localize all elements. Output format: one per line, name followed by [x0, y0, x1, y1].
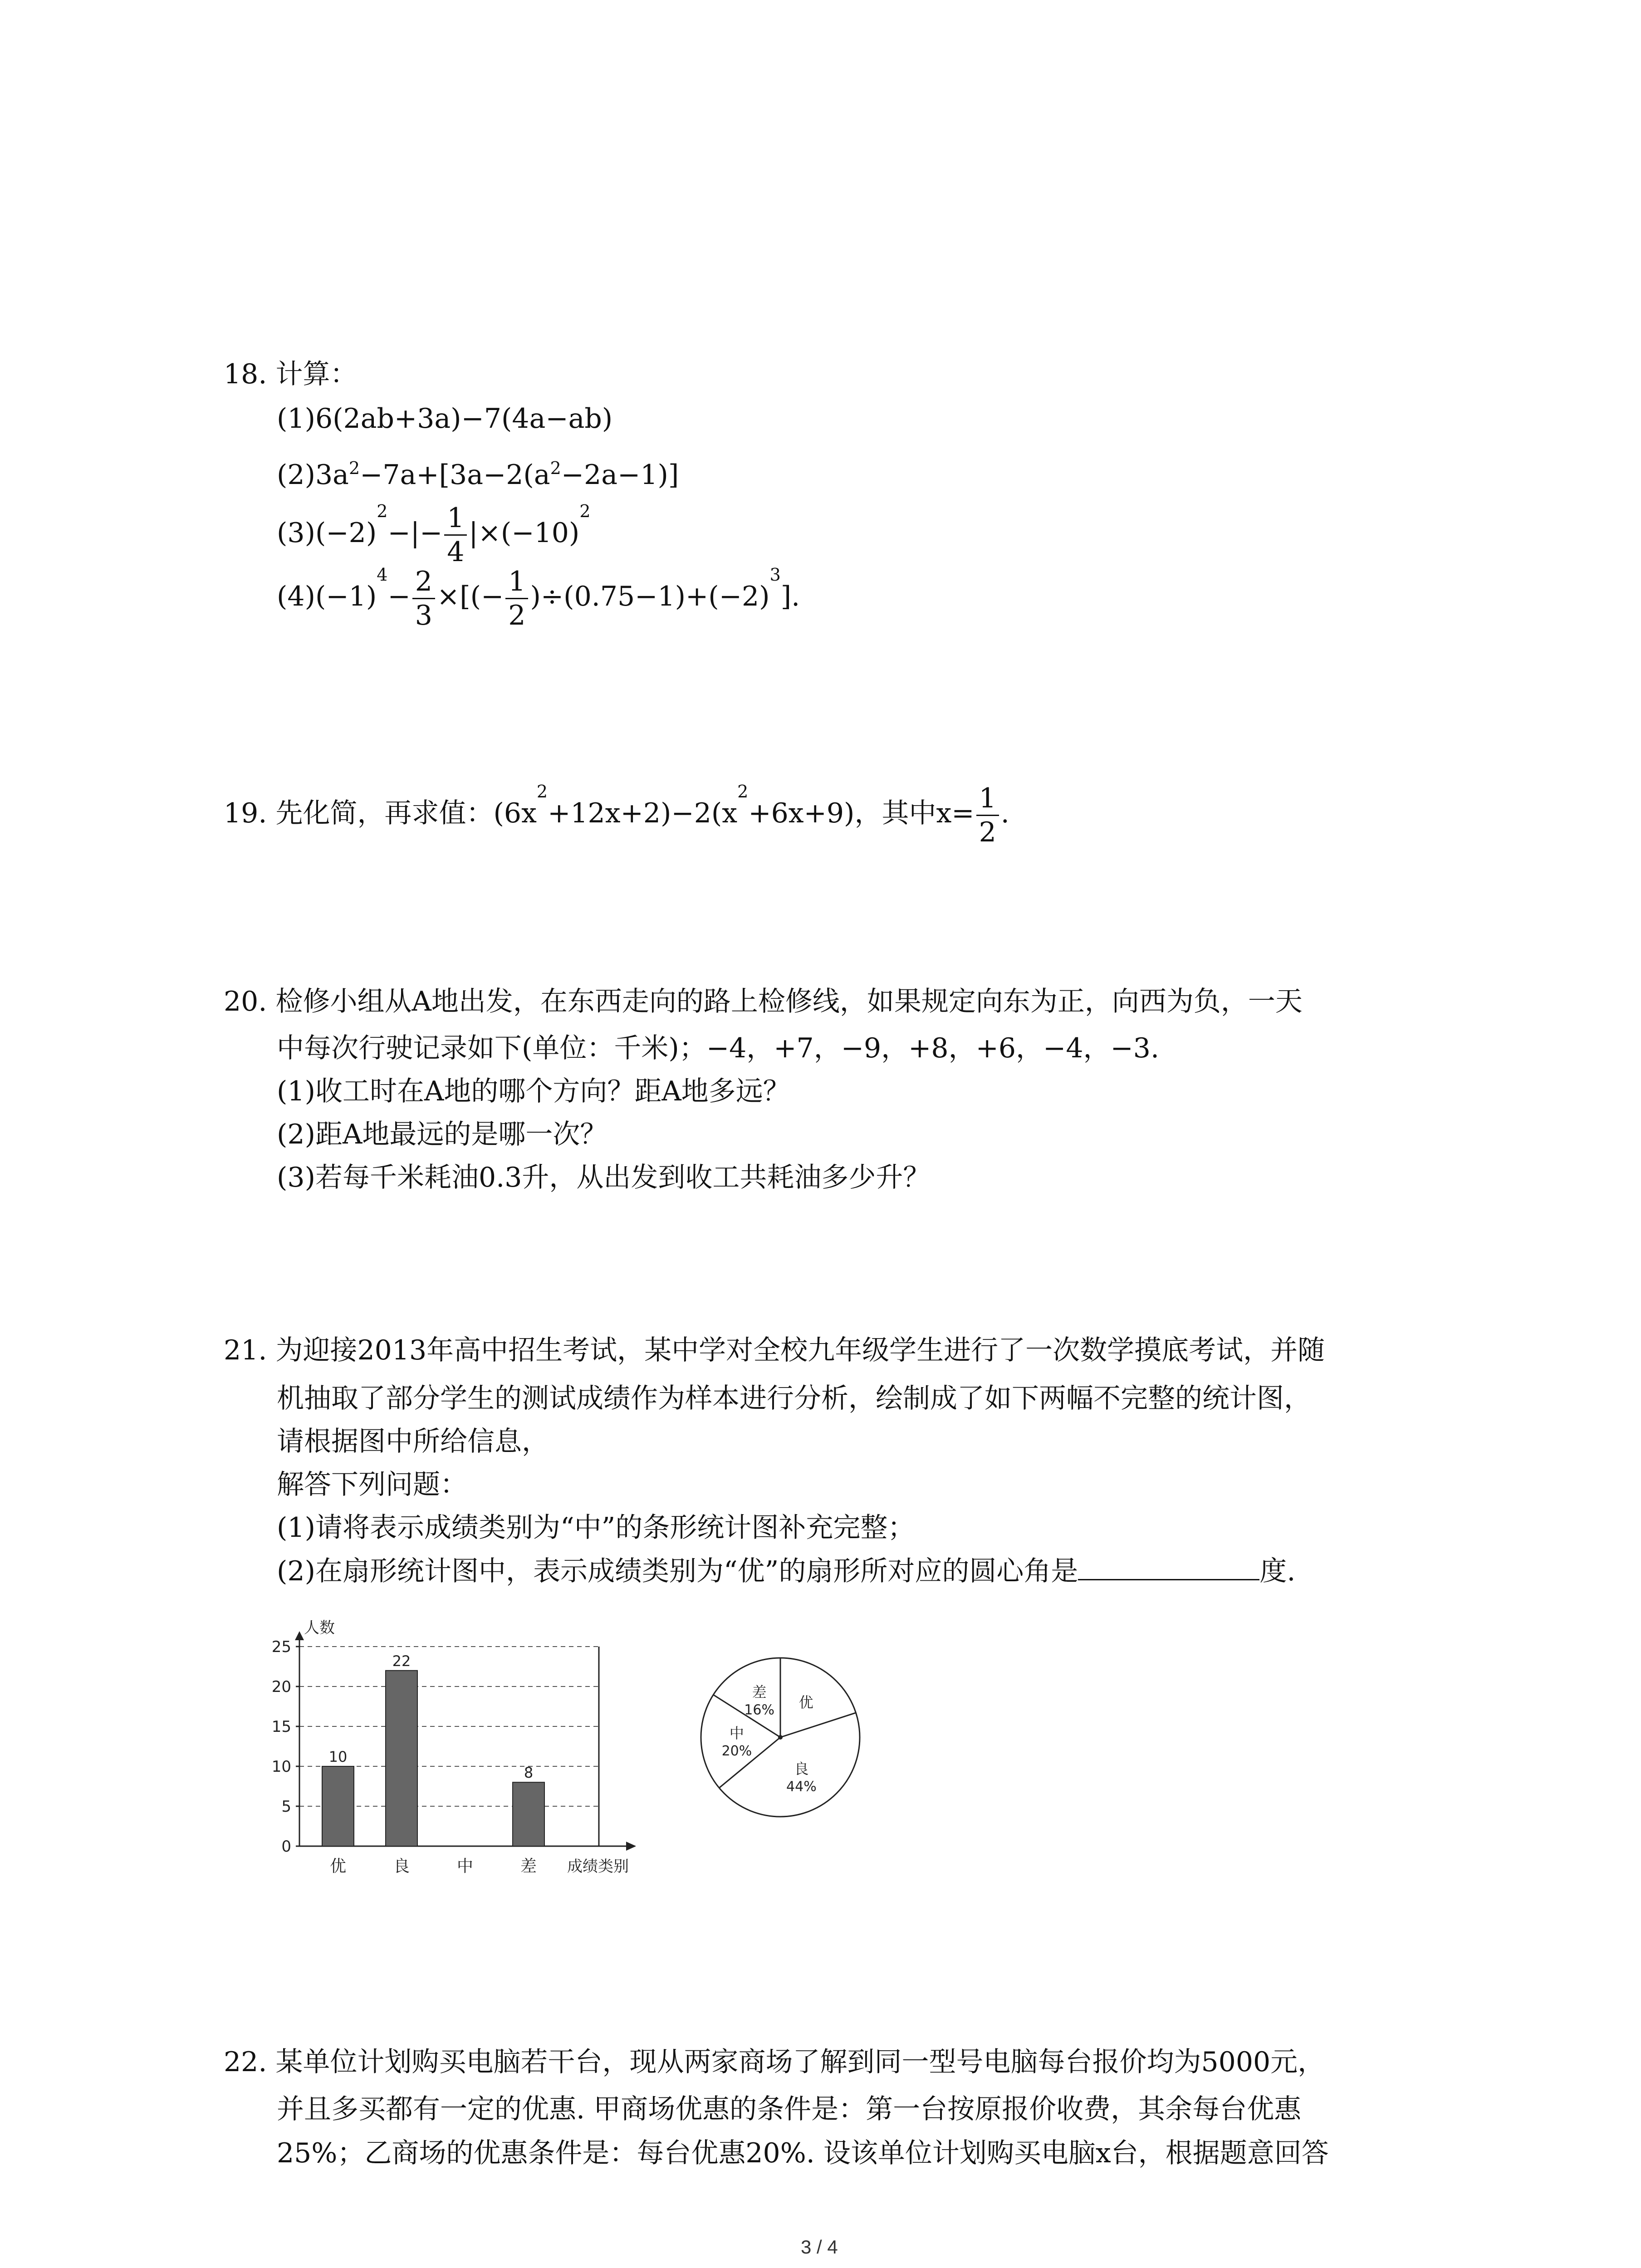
q19-text — [224, 782, 1009, 848]
exponent: 2 — [737, 782, 749, 802]
bar — [513, 1782, 544, 1846]
q19-seg2: +12x+2)−2(x — [548, 797, 738, 830]
q21-line3: 请根据图中所给信息， — [277, 1426, 549, 1457]
q18-part4 — [277, 565, 800, 631]
y-tick-label: 0 — [281, 1838, 291, 1856]
fraction-one-half — [976, 782, 999, 848]
y-tick-label: 15 — [271, 1718, 291, 1736]
q20-line1: 20. 检修小组从A地出发，在东西走向的路上检修线，如果规定向东为正，向西为负，一天 — [224, 986, 1303, 1017]
exponent: 2 — [579, 501, 591, 521]
q21-line6 — [277, 1557, 1295, 1585]
q18-part4-seg2: − — [387, 581, 411, 613]
q18-part2 — [277, 458, 679, 491]
y-tick-label: 20 — [271, 1678, 291, 1696]
bar-chart — [254, 1615, 662, 1887]
fraction-denominator: 2 — [979, 816, 996, 848]
x-tick-label: 优 — [329, 1857, 347, 1876]
y-tick-label: 5 — [281, 1798, 291, 1816]
exponent: 3 — [769, 565, 781, 585]
pie-slice-percent: 44% — [786, 1779, 817, 1795]
fraction-numerator: 2 — [412, 568, 435, 599]
page-number: 3 / 4 — [801, 2236, 838, 2258]
y-axis-arrow — [295, 1631, 304, 1640]
q19-seg4: . — [1000, 797, 1009, 830]
fraction-two-thirds — [412, 568, 435, 629]
pie-chart — [690, 1647, 871, 1828]
pie-slice-label: 优 — [798, 1694, 813, 1711]
fraction-denominator: 4 — [447, 536, 465, 568]
y-axis-label: 人数 — [304, 1619, 335, 1637]
pie-slice-label: 中 — [729, 1725, 744, 1742]
fraction-one-half — [505, 568, 528, 629]
x-tick-label: 中 — [456, 1857, 474, 1876]
fraction-numerator: 1 — [976, 785, 999, 816]
y-tick-label: 10 — [271, 1758, 291, 1776]
q21-line4: 解答下列问题： — [277, 1469, 467, 1501]
pie-slice-label: 差 — [752, 1683, 767, 1701]
q18-part2-seg3: −2a−1)] — [561, 459, 679, 491]
exponent: 2 — [377, 501, 388, 521]
exponent: 2 — [536, 782, 548, 802]
x-axis-label: 成绩类别 — [567, 1857, 629, 1876]
bar — [322, 1766, 354, 1846]
pie-slice-label: 良 — [794, 1760, 809, 1778]
q18-part1: (1)6(2ab+3a)−7(4a−ab) — [277, 403, 613, 435]
fraction-numerator: 1 — [444, 504, 467, 536]
exponent: 4 — [377, 565, 388, 585]
bar-data-label: 8 — [524, 1764, 534, 1782]
pie-slice-percent: 16% — [744, 1702, 774, 1718]
q18-part3-seg1: (3)(−2) — [277, 517, 377, 549]
q22-line2: 并且多买都有一定的优惠. 甲商场优惠的条件是：第一台按原报价收费，其余每台优惠 — [277, 2093, 1302, 2125]
x-tick-label: 良 — [393, 1857, 410, 1876]
fraction-one-quarter — [444, 504, 467, 566]
fraction-numerator: 1 — [505, 568, 528, 599]
q18-part4-seg1: (4)(−1) — [277, 581, 377, 613]
y-tick-label: 25 — [271, 1638, 291, 1656]
q18-part3-seg2: −|− — [387, 517, 443, 549]
bar-data-label: 22 — [392, 1652, 411, 1670]
q18-part4-seg4: )÷(0.75−1)+(−2) — [530, 581, 770, 613]
pie-center-dot — [778, 1735, 783, 1740]
q21-line5: (1)请将表示成绩类别为“中”的条形统计图补充完整； — [277, 1512, 915, 1544]
q22-line3: 25%；乙商场的优惠条件是：每台优惠20%. 设该单位计划购买电脑x台，根据题意回答 — [277, 2137, 1329, 2169]
q18-part4-seg5: ]. — [780, 581, 800, 613]
q20-line5: (3)若每千米耗油0.3升，从出发到收工共耗油多少升？ — [277, 1162, 931, 1193]
q18-part3-seg3: |×(−10) — [469, 517, 580, 549]
q21-line1: 21. 为迎接2013年高中招生考试，某中学对全校九年级学生进行了一次数学摸底考试，并随 — [224, 1334, 1325, 1366]
q18-part2-seg1: (2)3a — [277, 459, 349, 491]
pie-slice-percent: 20% — [721, 1743, 752, 1760]
q18-part2-seg2: −7a+[3a−2(a — [360, 459, 550, 491]
q21-line6-text: (2)在扇形统计图中，表示成绩类别为“优”的扇形所对应的圆心角是 — [277, 1555, 1078, 1587]
q18-part4-seg3: ×[(− — [436, 581, 504, 613]
answer-blank[interactable] — [1078, 1557, 1259, 1580]
q18-part3 — [277, 501, 591, 568]
q22-line1: 22. 某单位计划购买电脑若干台，现从两家商场了解到同一型号电脑每台报价均为5000元， — [224, 2046, 1325, 2078]
q20-line4: (2)距A地最远的是哪一次？ — [277, 1119, 607, 1150]
q19-seg3: +6x+9)，其中x= — [748, 797, 975, 830]
q20-line3: (1)收工时在A地的哪个方向？距A地多远？ — [277, 1075, 790, 1107]
q21-line6-unit: 度. — [1259, 1555, 1296, 1587]
q19-seg1: 19. 先化简，再求值：(6x — [224, 797, 537, 830]
x-tick-label: 差 — [520, 1857, 537, 1876]
fraction-denominator: 2 — [508, 600, 526, 631]
q18-title: 18. 计算： — [224, 358, 358, 390]
x-axis-arrow — [626, 1842, 636, 1851]
fraction-denominator: 3 — [415, 600, 432, 631]
q20-line2: 中每次行驶记录如下(单位：千米)；−4，+7，−9，+8，+6，−4，−3. — [277, 1032, 1160, 1064]
exponent: 2 — [550, 458, 561, 478]
bar-data-label: 10 — [328, 1748, 348, 1765]
exponent: 2 — [348, 458, 360, 478]
q21-line2: 机抽取了部分学生的测试成绩作为样本进行分析，绘制成了如下两幅不完整的统计图， — [277, 1383, 1311, 1414]
bar — [386, 1671, 417, 1846]
